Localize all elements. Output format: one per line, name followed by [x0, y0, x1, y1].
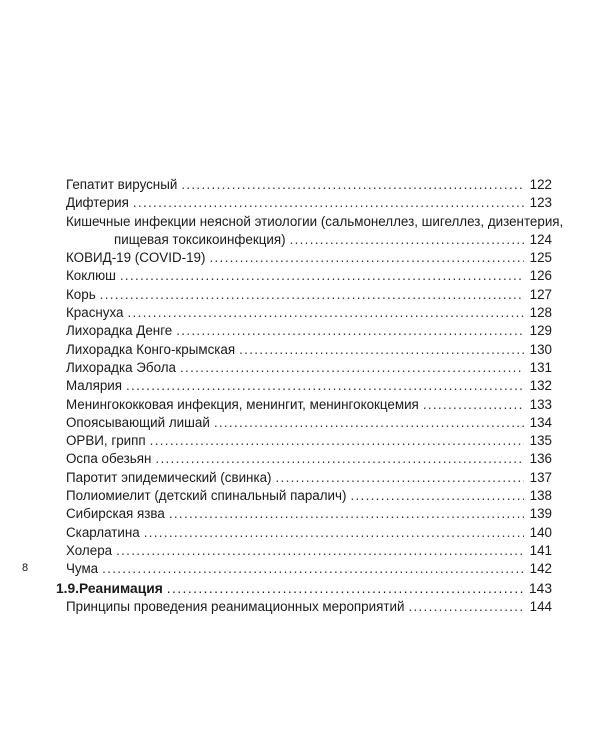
dot-leader [100, 286, 524, 304]
toc-entry-page: 142 [529, 561, 552, 577]
toc-entry-page: 122 [529, 177, 552, 192]
toc-entry [56, 560, 552, 578]
section-number: 1.9. [56, 580, 80, 596]
dot-leader [239, 341, 524, 359]
toc-entry [56, 432, 552, 450]
toc-entry-page: 126 [529, 268, 552, 284]
dot-leader [181, 176, 524, 194]
toc-entry-label: Сибирская язва [66, 506, 165, 522]
section-block [56, 579, 552, 598]
toc-entry-page: 127 [529, 286, 552, 302]
toc-entry-label: Скарлатина [66, 524, 140, 540]
toc-entry-label: Краснуха [66, 305, 124, 321]
toc-entry-page: 130 [529, 341, 552, 357]
dot-leader [169, 505, 524, 523]
dot-leader [150, 432, 524, 450]
toc-entry-page: 134 [529, 414, 552, 430]
toc-entry [56, 341, 552, 359]
toc-entry [56, 396, 552, 414]
section-heading [56, 579, 552, 598]
toc-entry [56, 414, 552, 432]
dot-leader [176, 322, 524, 340]
toc-entry [56, 469, 552, 487]
dot-leader [276, 469, 524, 487]
toc-entry-label: Холера [66, 542, 113, 558]
toc-entry [56, 450, 552, 468]
toc-entry [56, 359, 552, 377]
toc-entry-label: Оспа обезьян [66, 451, 152, 467]
toc-entry-label: КОВИД-19 (COVID-19) [66, 250, 206, 266]
toc-entry-label: Полиомиелит (детский спинальный паралич) [66, 488, 347, 504]
dot-leader [120, 267, 524, 285]
entry-list [56, 176, 564, 579]
toc-entry-label: Опоясывающий лишай [66, 414, 210, 430]
dot-leader [102, 560, 524, 578]
toc-entry-page: 124 [529, 231, 552, 247]
dot-leader [144, 524, 524, 542]
toc-entry [56, 598, 552, 616]
dot-leader [290, 231, 524, 249]
toc-entry-label: Чума [66, 561, 99, 577]
toc-entry [56, 304, 552, 322]
toc-entry-label: Кишечные инфекции неясной этиологии (сальмонеллез, шигеллез, дизентерия, [66, 213, 564, 229]
toc-entry [56, 286, 552, 304]
toc-entry-page: 141 [529, 542, 552, 558]
toc-entry-label: Лихорадка Эбола [66, 359, 176, 375]
toc-entry-label: Лихорадка Конго-крымская [66, 341, 236, 357]
toc-entry-label: Лихорадка Денге [66, 323, 173, 339]
toc-entry-label-continued: пищевая токсикоинфекция) [114, 231, 286, 247]
toc-entry-page: 140 [529, 524, 552, 540]
toc-entry-label: ОРВИ, грипп [66, 433, 146, 449]
toc-entry [56, 249, 552, 267]
toc-entry [56, 487, 552, 505]
toc-entry-label: Гепатит вирусный [66, 177, 178, 192]
dot-leader [133, 194, 524, 212]
toc-entry [56, 542, 552, 560]
table-of-contents [56, 176, 564, 616]
section-title: Реанимация [79, 580, 163, 596]
toc-entry-page: 123 [529, 195, 552, 211]
toc-entry [56, 176, 552, 194]
dot-leader [126, 377, 524, 395]
toc-entry [56, 377, 552, 395]
toc-entry-page: 132 [529, 378, 552, 394]
toc-entry-page: 128 [529, 305, 552, 321]
toc-entry-page: 137 [529, 469, 552, 485]
dot-leader [155, 450, 524, 468]
toc-entry-page: 136 [529, 451, 552, 467]
section-page: 143 [528, 580, 552, 596]
toc-entry-page: 144 [529, 598, 552, 614]
toc-entry-continuation [66, 231, 552, 249]
toc-entry-label: Дифтерия [66, 195, 129, 211]
toc-entry [56, 524, 552, 542]
dot-leader [214, 414, 524, 432]
dot-leader [408, 598, 524, 616]
dot-leader [209, 249, 524, 267]
toc-entry-page: 133 [529, 396, 552, 412]
toc-entry [56, 267, 552, 285]
toc-entry-page: 125 [529, 250, 552, 266]
toc-entry [56, 213, 564, 250]
dot-leader [423, 396, 524, 414]
toc-entry-label: Коклюш [66, 268, 116, 284]
dot-leader [180, 359, 524, 377]
toc-entry-label: Паротит эпидемический (свинка) [66, 469, 272, 485]
toc-entry-page: 138 [529, 488, 552, 504]
toc-entry [56, 322, 552, 340]
toc-entry-label: Корь [66, 286, 96, 302]
dot-leader [127, 304, 524, 322]
toc-entry-label: Малярия [66, 378, 122, 394]
toc-entry-label: Принципы проведения реанимационных мероприятий [66, 598, 405, 614]
toc-entry [56, 194, 552, 212]
toc-entry-page: 129 [529, 323, 552, 339]
toc-entry-label: Менингококковая инфекция, менингит, менингококцемия [66, 396, 419, 412]
toc-entry [56, 505, 552, 523]
page-number: 8 [22, 562, 29, 574]
toc-entry-page: 139 [529, 506, 552, 522]
dot-leader [116, 542, 524, 560]
toc-entry-page: 131 [529, 359, 552, 375]
dot-leader [167, 579, 525, 598]
toc-entry-page: 135 [529, 433, 552, 449]
dot-leader [350, 487, 524, 505]
